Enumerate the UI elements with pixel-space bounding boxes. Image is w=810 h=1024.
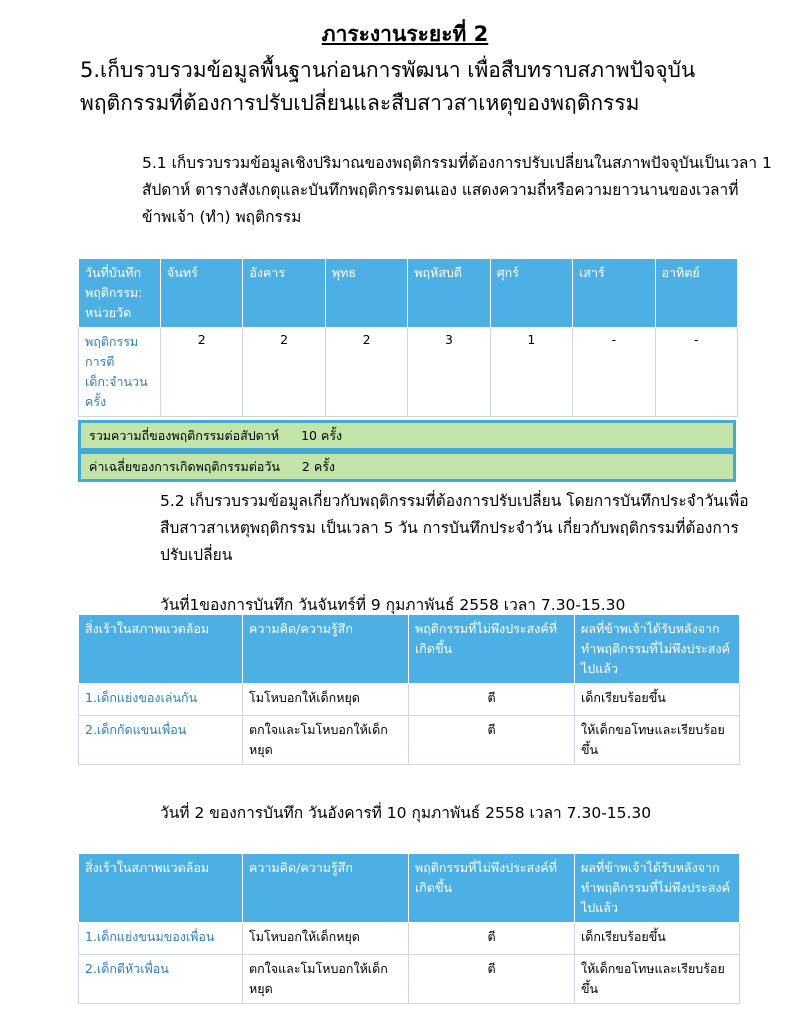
day1-heading: วันที่1ของการบันทึก วันจันทร์ที่ 9 กุมภาพันธ์ 2558 เวลา 7.30-15.30	[160, 596, 626, 614]
behavior-cell: ตี	[409, 955, 575, 1004]
section-heading: 5.เก็บรวบรวมข้อมูลพื้นฐานก่อนการพัฒนา เพื่อสืบทราบสภาพปัจจุบันพฤติกรรมที่ต้องการปรับเปลี่ยนและสืบสาวสาเหตุของพฤติกรรม	[80, 58, 696, 115]
feeling-cell: โมโหบอกให้เด็กหยุด	[243, 923, 409, 955]
summary-total-label: รวมความถี่ของพฤติกรรมต่อสัปดาห์	[89, 428, 280, 443]
weekly-table-row	[79, 328, 738, 417]
summary-average-row	[78, 451, 736, 482]
feeling-cell: โมโหบอกให้เด็กหยุด	[243, 684, 409, 716]
day-cell: ศุกร์	[490, 259, 572, 328]
value-cell: 2	[325, 328, 407, 417]
header-cell: ความคิด/ความรู้สึก	[243, 854, 409, 923]
day-cell: อังคาร	[243, 259, 325, 328]
result-cell: ให้เด็กขอโทษและเรียบร้อยขึ้น	[575, 716, 740, 765]
row-label-cell: พฤติกรรมการตี เด็ก:จำนวนครั้ง	[79, 328, 161, 417]
behavior-cell: ตี	[409, 716, 575, 765]
value-cell: 1	[490, 328, 572, 417]
page-title: ภาระงานระยะที่ 2	[321, 22, 489, 46]
value-cell: -	[655, 328, 737, 417]
stimulus-cell: 2.เด็กตีหัวเพื่อน	[79, 955, 243, 1004]
header-cell: สิ่งเร้าในสภาพแวดล้อม	[79, 615, 243, 684]
value-cell: -	[573, 328, 655, 417]
header-cell: ความคิด/ความรู้สึก	[243, 615, 409, 684]
day-cell: อาทิตย์	[655, 259, 737, 328]
weekly-behavior-table	[78, 258, 738, 417]
day2-diary-table	[78, 853, 740, 1004]
diary-row	[79, 955, 740, 1004]
value-cell: 2	[161, 328, 243, 417]
result-cell: เด็กเรียบร้อยขึ้น	[575, 684, 740, 716]
summary-total-value: 10 ครั้ง	[301, 428, 343, 443]
day-cell: เสาร์	[573, 259, 655, 328]
diary-row	[79, 923, 740, 955]
day-cell: จันทร์	[161, 259, 243, 328]
header-label-cell: วันที่บันทึกพฤติกรรม: หน่วยวัด	[79, 259, 161, 328]
weekly-table-header	[79, 259, 738, 328]
diary-row	[79, 716, 740, 765]
result-cell: เด็กเรียบร้อยขึ้น	[575, 923, 740, 955]
header-cell: ผลที่ข้าพเจ้าได้รับหลังจากทำพฤติกรรมที่ไม่พึงประสงค์ไปแล้ว	[575, 854, 740, 923]
feeling-cell: ตกใจและโมโหบอกให้เด็กหยุด	[243, 955, 409, 1004]
feeling-cell: ตกใจและโมโหบอกให้เด็กหยุด	[243, 716, 409, 765]
value-cell: 2	[243, 328, 325, 417]
result-cell: ให้เด็กขอโทษและเรียบร้อยขึ้น	[575, 955, 740, 1004]
day2-heading: วันที่ 2 ของการบันทึก วันอังคารที่ 10 กุมภาพันธ์ 2558 เวลา 7.30-15.30	[160, 804, 652, 822]
section-5-1-text: 5.1 เก็บรวบรวมข้อมูลเชิงปริมาณของพฤติกรรมที่ต้องการปรับเปลี่ยนในสภาพปัจจุบันเป็นเวลา 1 สัปดาห์ ตารางสังเกตุและบันทึกพฤติกรรมตนเอง แสดงความถี่หรือความยาวนานของเวลาที่ข้าพเจ้า (ทำ) พฤติกรรม	[142, 154, 772, 226]
behavior-cell: ตี	[409, 923, 575, 955]
value-cell: 3	[408, 328, 490, 417]
header-cell: พฤติกรรมที่ไม่พึงประสงค์ที่เกิดขึ้น	[409, 615, 575, 684]
diary-table-header	[79, 854, 740, 923]
summary-average-label: ค่าเฉลี่ยของการเกิดพฤติกรรมต่อวัน	[89, 459, 280, 474]
stimulus-cell: 1.เด็กแย่งขนมของเพื่อน	[79, 923, 243, 955]
header-cell: ผลที่ข้าพเจ้าได้รับหลังจากทำพฤติกรรมที่ไม่พึงประสงค์ไปแล้ว	[575, 615, 740, 684]
day-cell: พฤหัสบดี	[408, 259, 490, 328]
header-cell: สิ่งเร้าในสภาพแวดล้อม	[79, 854, 243, 923]
diary-table-header	[79, 615, 740, 684]
header-cell: พฤติกรรมที่ไม่พึงประสงค์ที่เกิดขึ้น	[409, 854, 575, 923]
stimulus-cell: 1.เด็กแย่งของเล่นกัน	[79, 684, 243, 716]
behavior-cell: ตี	[409, 684, 575, 716]
day-cell: พุทธ	[325, 259, 407, 328]
stimulus-cell: 2.เด็กกัดแขนเพื่อน	[79, 716, 243, 765]
day1-diary-table	[78, 614, 740, 765]
diary-row	[79, 684, 740, 716]
summary-total-row	[78, 420, 736, 451]
summary-average-value: 2 ครั้ง	[301, 459, 336, 474]
section-5-2-text: 5.2 เก็บรวบรวมข้อมูลเกี่ยวกับพฤติกรรมที่ต้องการปรับเปลี่ยน โดยการบันทึกประจำวันเพื่อสืบสาวสาเหตุพฤติกรรม เป็นเวลา 5 วัน การบันทึกประจำวัน เกี่ยวกับพฤติกรรมที่ต้องการปรับเปลี่ยน	[160, 492, 749, 564]
